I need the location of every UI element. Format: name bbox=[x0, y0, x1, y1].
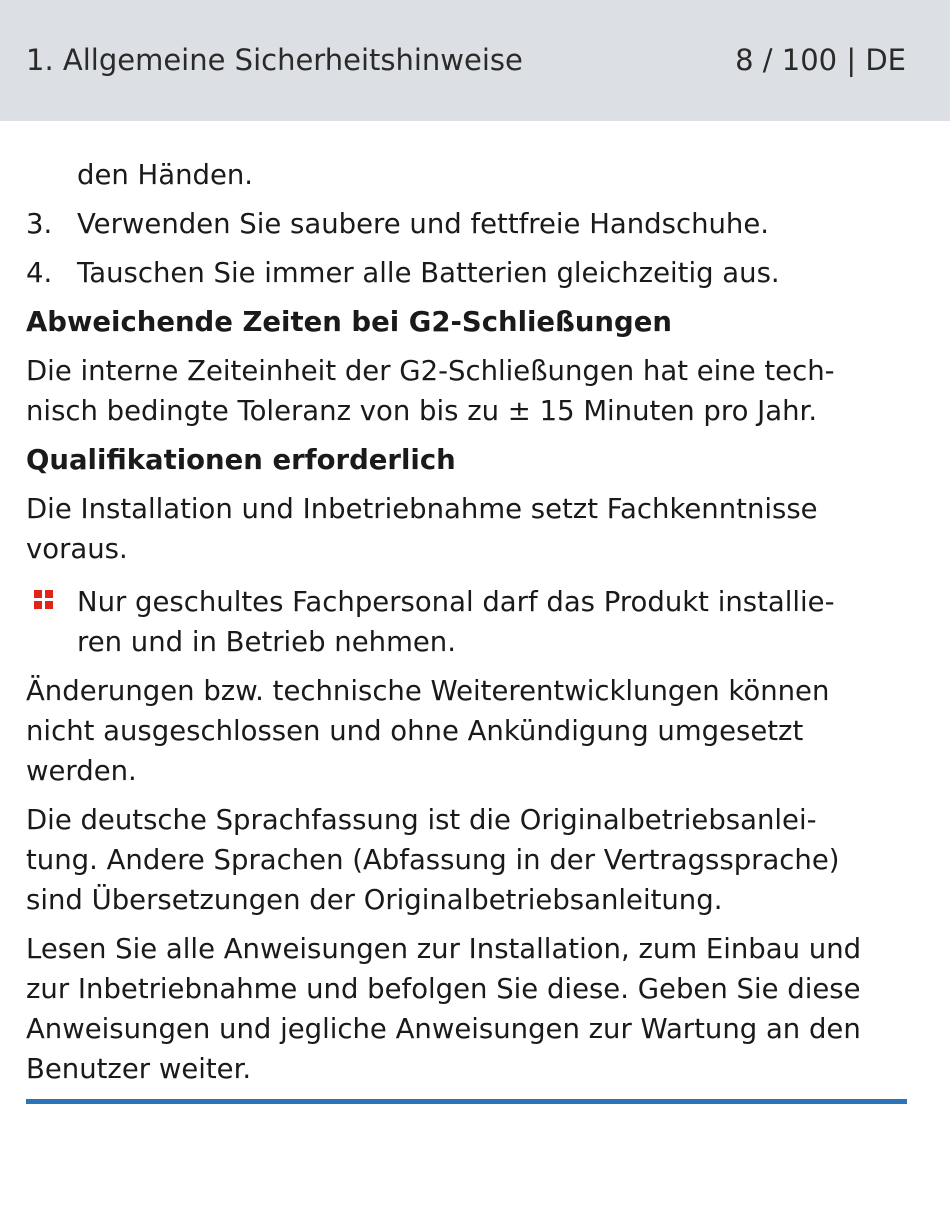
warning-bullet bbox=[26, 582, 916, 662]
list-item bbox=[26, 204, 916, 244]
section-title: 1. Allgemeine Sicherheitshinweise bbox=[26, 43, 523, 77]
paragraph-line: Lesen Sie alle Anweisungen zur Installation, zum Einbau und bbox=[26, 933, 862, 965]
paragraph-line: tung. Andere Sprachen (Abfassung in der Vertragssprache) bbox=[26, 844, 840, 876]
list-item-text: Tauschen Sie immer alle Batterien gleichzeitig aus. bbox=[77, 257, 780, 289]
list-item bbox=[26, 253, 916, 293]
section-heading: Abweichende Zeiten bei G2-Schließungen bbox=[26, 306, 672, 338]
footer-divider bbox=[26, 1099, 907, 1104]
paragraph-line: Die Installation und Inbetriebnahme setzt Fachkenntnisse bbox=[26, 493, 818, 525]
paragraph-line: Anweisungen und jegliche Anweisungen zur Wartung an den bbox=[26, 1013, 861, 1045]
paragraph-line: ren und in Betrieb nehmen. bbox=[77, 626, 456, 658]
page-header bbox=[0, 0, 950, 121]
list-number: 4. bbox=[26, 257, 53, 289]
paragraph bbox=[26, 929, 916, 1089]
bullet-squares-icon bbox=[26, 582, 77, 662]
list-item-text: Verwenden Sie saubere und fettfreie Handschuhe. bbox=[77, 208, 770, 240]
paragraph-line: werden. bbox=[26, 755, 137, 787]
page-number: 8 / 100 | DE bbox=[735, 43, 906, 77]
paragraph-line: Die deutsche Sprachfassung ist die Originalbetriebsanlei- bbox=[26, 804, 817, 836]
document-body bbox=[26, 155, 916, 1098]
continued-list-text: den Händen. bbox=[77, 159, 254, 191]
section-heading: Qualifikationen erforderlich bbox=[26, 444, 456, 476]
paragraph bbox=[26, 800, 916, 920]
bullet-text bbox=[77, 582, 835, 662]
paragraph-line: nisch bedingte Toleranz von bis zu ± 15 Minuten pro Jahr. bbox=[26, 395, 818, 427]
paragraph-line: zur Inbetriebnahme und befolgen Sie diese. Geben Sie diese bbox=[26, 973, 861, 1005]
paragraph-line: Änderungen bzw. technische Weiterentwicklungen können bbox=[26, 675, 830, 707]
paragraph-line: nicht ausgeschlossen und ohne Ankündigung umgesetzt bbox=[26, 715, 804, 747]
paragraph-line: Benutzer weiter. bbox=[26, 1053, 252, 1085]
paragraph bbox=[26, 671, 916, 791]
paragraph bbox=[26, 351, 916, 431]
paragraph-line: Nur geschultes Fachpersonal darf das Produkt installie- bbox=[77, 586, 835, 618]
paragraph bbox=[26, 489, 916, 569]
list-number: 3. bbox=[26, 208, 53, 240]
paragraph-line: Die interne Zeiteinheit der G2-Schließungen hat eine tech- bbox=[26, 355, 835, 387]
paragraph-line: voraus. bbox=[26, 533, 128, 565]
paragraph-line: sind Übersetzungen der Originalbetriebsanleitung. bbox=[26, 884, 723, 916]
